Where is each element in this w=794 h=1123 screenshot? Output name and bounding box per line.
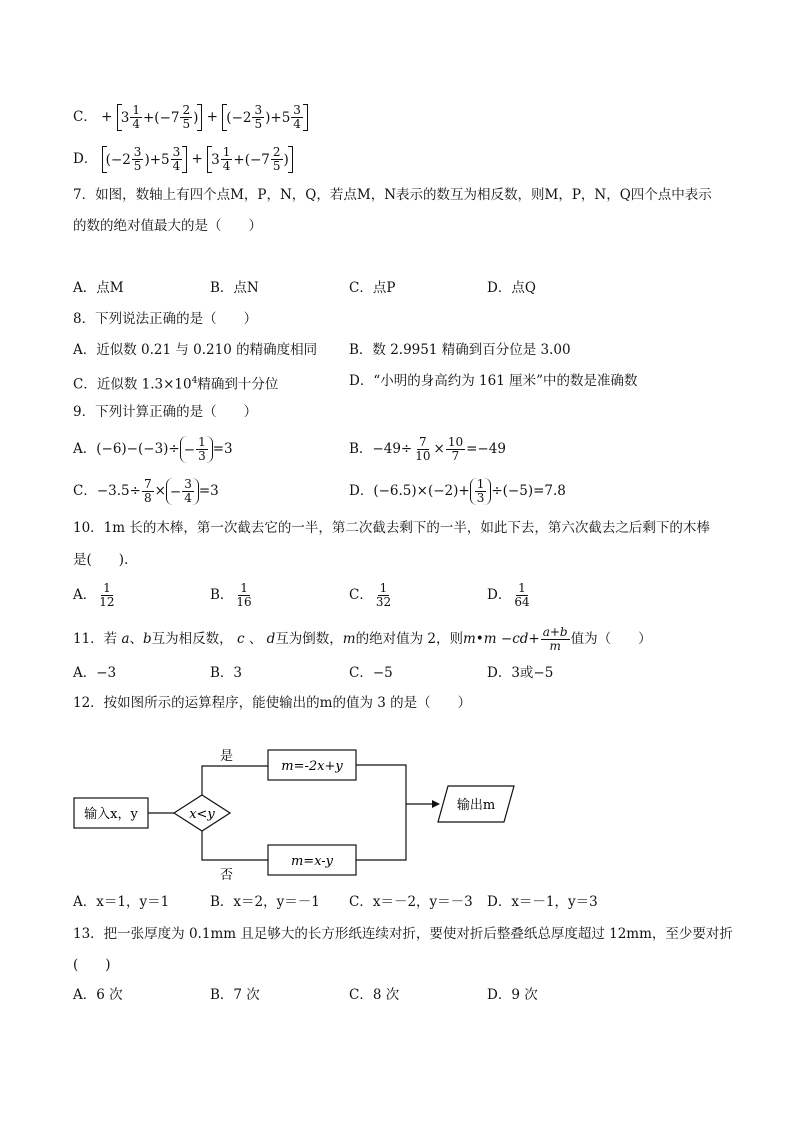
q7-option-d: D．点Q (487, 280, 536, 296)
q8-option-d: D．“小明的身高约为 161 厘米”中的数是准确数 (349, 373, 638, 389)
q7-stem-line1: 7．如图，数轴上有四个点M，P，N，Q，若点M，N表示的数互为相反数，则M，P，N，Q四个点中表示 (73, 187, 712, 203)
q7-option-c: C．点P (349, 280, 396, 296)
q11-option-b: B．3 (210, 665, 243, 681)
q13-option-a: A．6 次 (73, 987, 123, 1003)
q10-option-b: B． $\frac{1}{16}$ (210, 581, 252, 609)
q7-option-a: A．点M (73, 280, 124, 296)
q9-option-d: D．(−6.5)×(−2)+ 1 3 ÷(−5)=7.8 (349, 477, 566, 505)
q7-option-b: B．点N (210, 280, 259, 296)
bracket: (−2 3 5 )+5 3 4 (102, 146, 188, 173)
q9-option-b: B．−49÷ $\frac{7}{10}$ × $\frac{10}{7}$ =−49 (349, 435, 506, 463)
q12-option-d: D．x＝－1，y＝3 (487, 894, 598, 910)
q10-stem-line1: 10．1m 长的木棒，第一次截去它的一半，第二次截去剩下的一半，如此下去，第六次截去之后剩下的木棒 (73, 520, 710, 536)
q13-stem-line2: ( ) (73, 957, 111, 973)
flow-output-text: 输出m (456, 798, 496, 813)
q8-option-a: A．近似数 0.21 与 0.210 的精确度相同 (73, 342, 318, 358)
q11-stem: 11．若 a、b互为相反数， c 、 d互为倒数，m的绝对值为 2，则m•m −cd+ $\frac{a+b}{m}$ 值为（ ） (73, 625, 652, 653)
q12-option-c: C．x＝－2，y＝－3 (349, 894, 473, 910)
q7-stem-line2: 的数的绝对值最大的是（ ） (73, 218, 262, 234)
flow-yes-box-text: m=-2x+y (281, 759, 343, 774)
flow-no-box-text: m=x-y (290, 854, 334, 869)
q13-option-c: C．8 次 (349, 987, 400, 1003)
q13-stem-line1: 13．把一张厚度为 0.1mm 且足够大的长方形纸连续对折，要使对折后整叠纸总厚度超过 12mm，至少要对折 (73, 926, 733, 942)
flow-no-label: 否 (220, 868, 234, 883)
bracket: 3 1 4 +(−7 2 5 ) (207, 146, 293, 173)
q13-option-d: D．9 次 (487, 987, 538, 1003)
q8-stem: 8．下列说法正确的是（ ） (73, 311, 258, 327)
q10-stem-line2: 是( ). (73, 552, 129, 568)
q6-option-d: D． (−2 3 5 )+5 3 4 + 3 1 4 +(−7 2 5 ) (73, 146, 293, 173)
q12-stem: 12．按如图所示的运算程序，能使输出的m的值为 3 的是（ ） (73, 695, 472, 711)
flow-yes-label: 是 (220, 749, 234, 764)
q9-option-a: A．(−6)−(−3)÷ − 1 3 =3 (73, 435, 233, 463)
q11-option-a: A．−3 (73, 665, 117, 681)
q10-option-a: A． $\frac{1}{12}$ (73, 581, 115, 609)
q8-option-b: B．数 2.9951 精确到百分位是 3.00 (349, 342, 571, 358)
bracket: 3 1 4 +(−7 2 5 ) (117, 104, 203, 131)
bracket: (−2 3 5 )+5 3 4 (222, 104, 308, 131)
q9-option-c: C．−3.5÷ $\frac{7}{8}$ × − 3 4 =3 (73, 477, 219, 505)
flow-decision-text: x<y (189, 807, 215, 822)
q8-option-c: C．近似数 $1.3\times 10^4$精确到十分位 (73, 376, 279, 393)
q9-stem: 9．下列计算正确的是（ ） (73, 404, 258, 420)
q12-flowchart (72, 738, 532, 888)
flow-input-text: 输入x，y (84, 807, 138, 822)
q10-option-c: C． $\frac{1}{32}$ (349, 581, 392, 609)
q10-option-d: D． $\frac{1}{64}$ (487, 581, 530, 609)
q12-option-a: A．x＝1，y＝1 (73, 894, 170, 910)
q11-option-c: C．−5 (349, 665, 393, 681)
q11-option-d: D．3或−5 (487, 665, 554, 681)
q12-option-b: B．x＝2，y＝－1 (210, 894, 320, 910)
q13-option-b: B．7 次 (210, 987, 260, 1003)
q6-option-c: C． + 3 1 4 +(−7 2 5 ) + (−2 3 5 )+5 3 4 (73, 104, 308, 131)
